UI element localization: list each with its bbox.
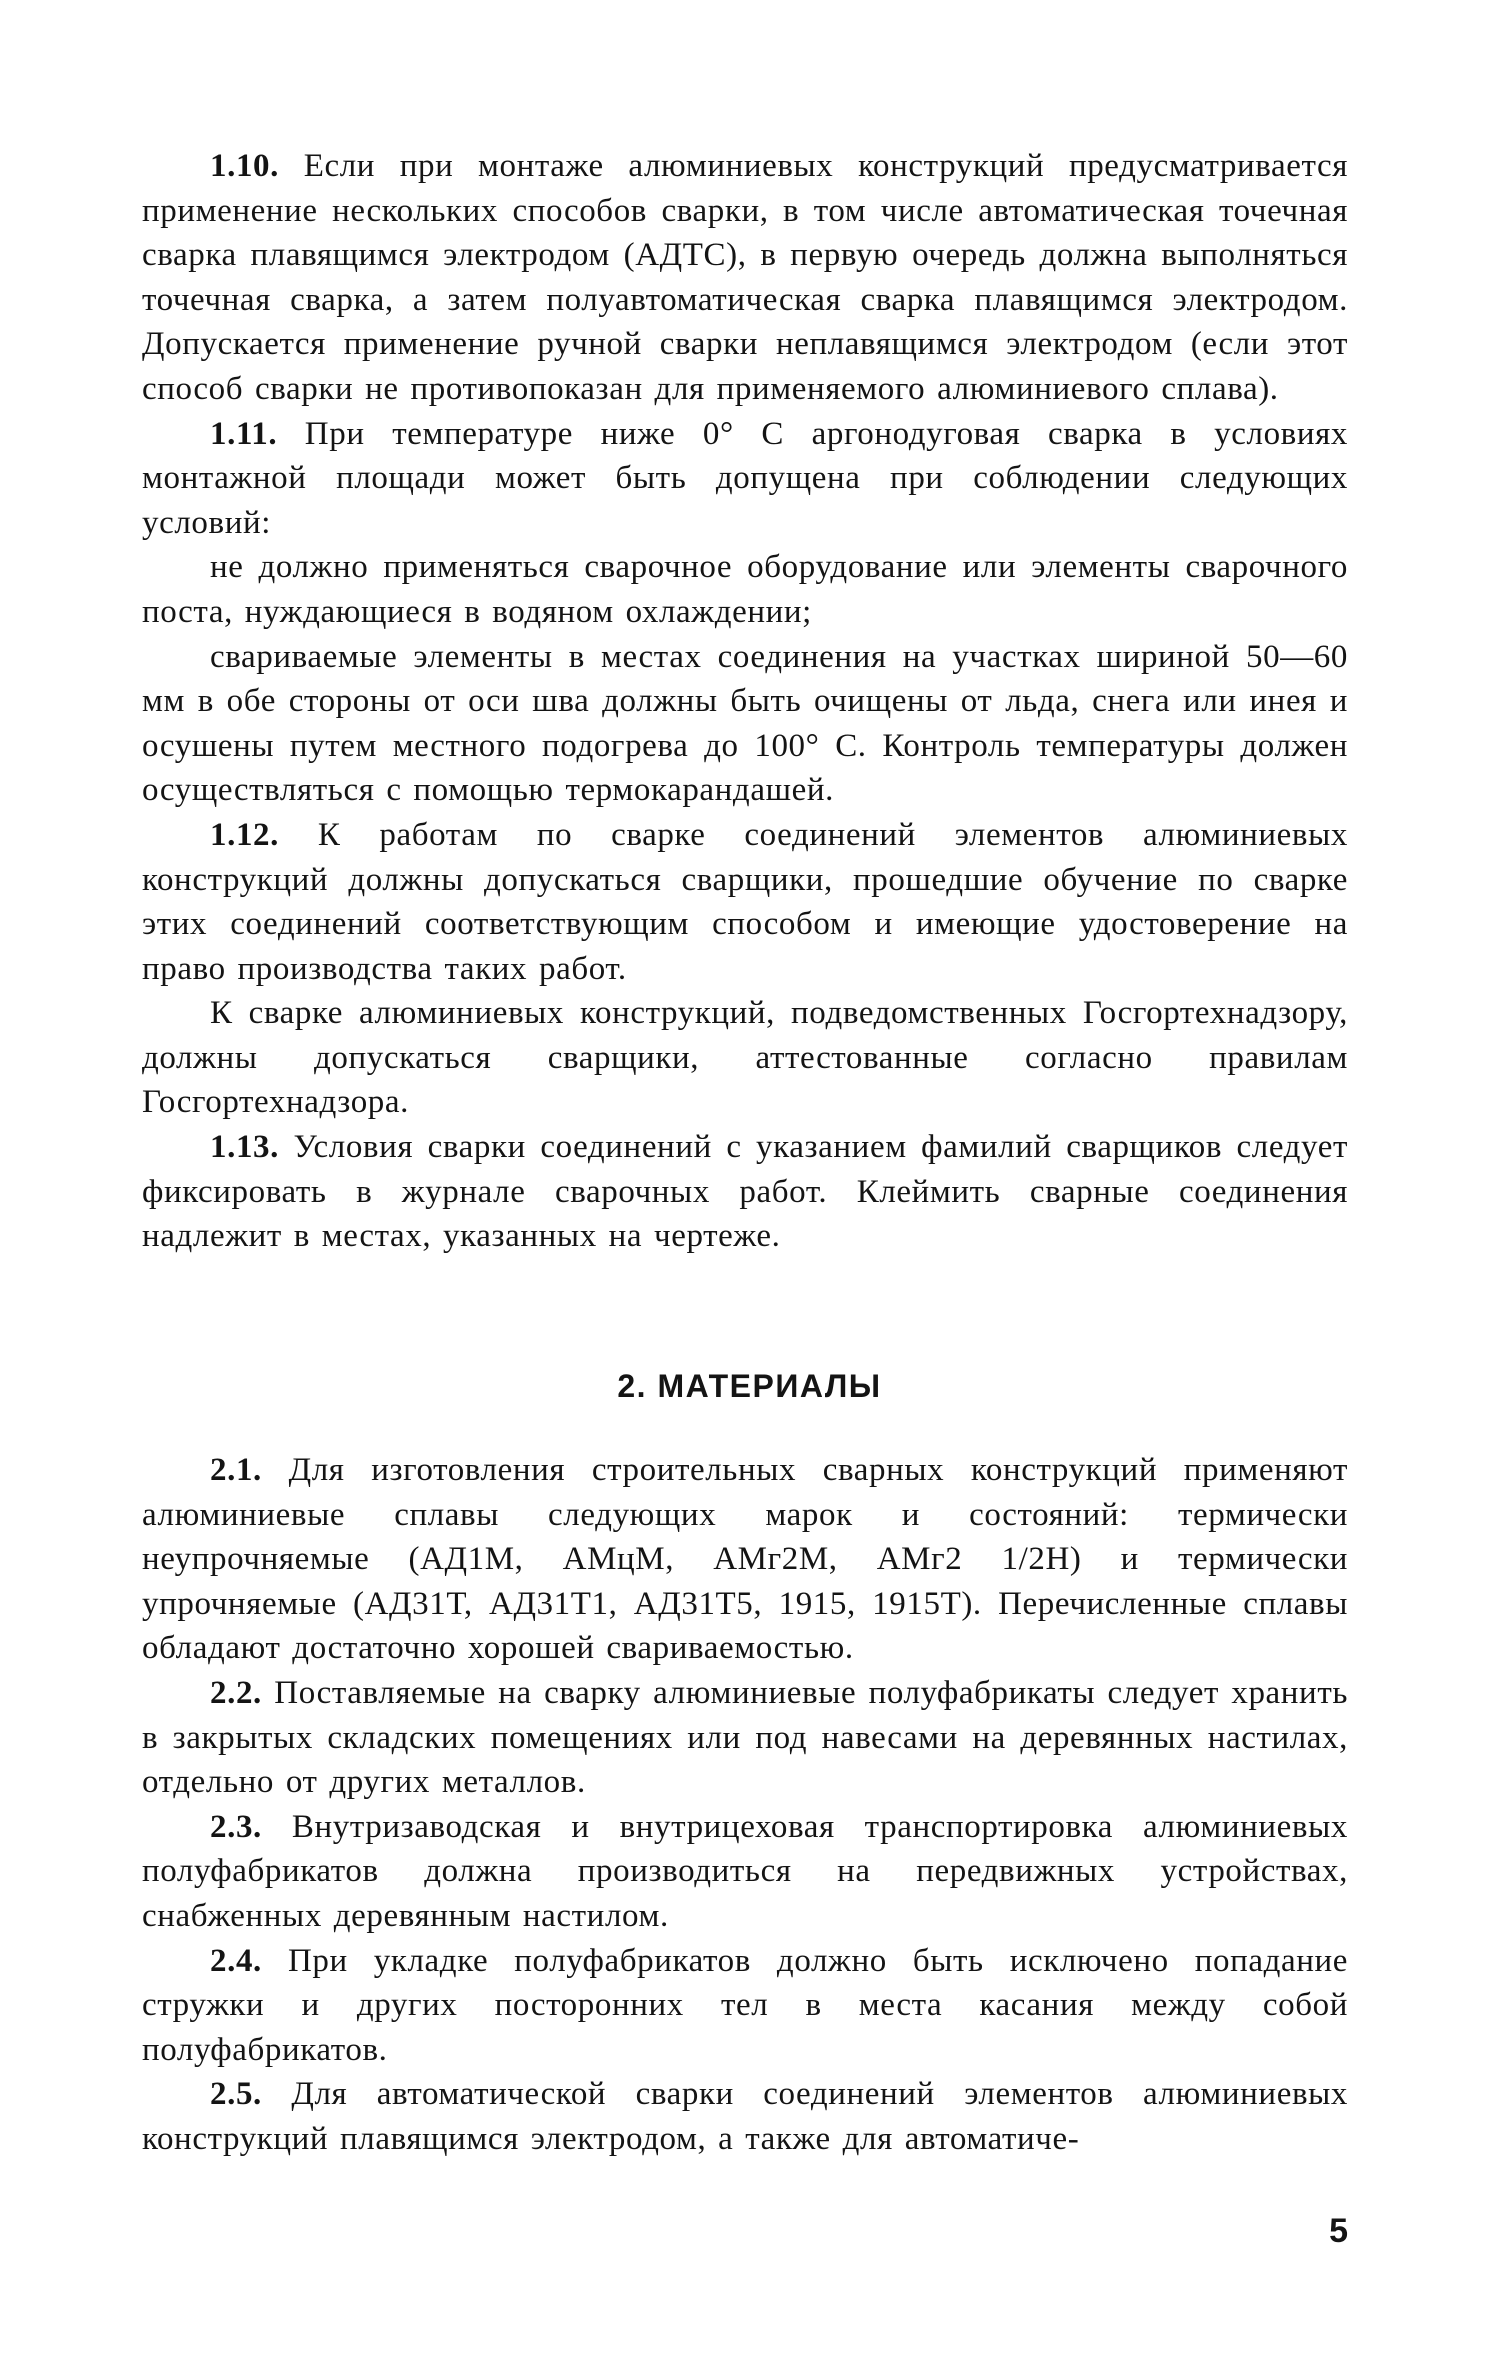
paragraph-2-3: [142, 1805, 1348, 1939]
section-1-text: [142, 144, 1348, 1259]
page-number: 5: [1329, 2212, 1348, 2250]
paragraph-text: Если при монтаже алюминиевых конструкций предусматривается применение нескольких способов сварки, в том числе автоматическая точечная сварка плавящимся электродом (АДТС), в первую очередь должна выполняться точечная сварка, а затем полуавтоматическая сварка плавящимся электродом. Допускается применение ручной сварки неплавящимся электродом (если этот способ сварки не противопоказан для применяемого алюминиевого сплава).: [142, 148, 1348, 407]
paragraph-text: Поставляемые на сварку алюминиевые полуфабрикаты следует хранить в закрытых складских помещениях или под навесами на деревянных настилах, отдельно от других металлов.: [142, 1674, 1348, 1801]
paragraph-text: Условия сварки соединений с указанием фамилий сварщиков следует фиксировать в журнале сварочных работ. Клеймить сварные соединения надлежит в местах, указанных на чертеже.: [142, 1129, 1348, 1255]
paragraph-text: К работам по сварке соединений элементов алюминиевых конструкций должны допускаться сварщики, прошедшие обучение по сварке этих соединений соответствующим способом и имеющие удостоверение на право производства таких работ.: [142, 816, 1348, 987]
paragraph-text: Для автоматической сварки соединений элементов алюминиевых конструкций плавящимся электродом, а также для автоматиче-: [142, 2076, 1348, 2157]
paragraph-1-10: [142, 144, 1348, 412]
paragraph-number: 2.4.: [210, 1942, 262, 1979]
paragraph-1-11-condition-a: не должно применяться сварочное оборудование или элементы сварочного поста, нуждающиеся в водяном охлаждении;: [142, 549, 1348, 630]
paragraph-text: Для изготовления строительных сварных конструкций применяют алюминиевые сплавы следующих марок и состояний: термически неупрочняемые (АД1М, АМцМ, АМг2М, АМг2 1/2Н) и термически упрочняемые (АД31Т, АД31Т1, АД31Т5, 1915, 1915Т). Перечисленные сплавы обладают достаточно хорошей свариваемостью.: [142, 1452, 1348, 1667]
paragraph-1-13: [142, 1125, 1348, 1259]
paragraph-1-11-condition-b: свариваемые элементы в местах соединения на участках шириной 50—60 мм в обе стороны от оси шва должны быть очищены от льда, снега или инея и осушены путем местного подогрева до 100° С. Контроль температуры должен осуществляться с помощью термокарандашей.: [142, 638, 1348, 809]
paragraph-2-5: [142, 2072, 1348, 2161]
paragraph-text: При температуре ниже 0° С аргонодуговая сварка в условиях монтажной площади может быть допущена при соблюдении следующих условий:: [142, 415, 1348, 541]
paragraph-text: При укладке полуфабрикатов должно быть исключено попадание стружки и других посторонних тел в места касания между собой полуфабрикатов.: [142, 1942, 1348, 2068]
paragraph-text: Внутризаводская и внутрицеховая транспортировка алюминиевых полуфабрикатов должна производиться на передвижных устройствах, снабженных деревянным настилом.: [142, 1808, 1348, 1934]
paragraph-number: 1.10.: [210, 148, 279, 184]
paragraph-number: 2.3.: [210, 1808, 262, 1845]
paragraph-number: 1.11.: [210, 415, 278, 452]
paragraph-2-4: [142, 1939, 1348, 2073]
paragraph-number: 1.12.: [210, 816, 279, 853]
paragraph-number: 1.13.: [210, 1129, 279, 1166]
paragraph-1-12: [142, 813, 1348, 991]
paragraph-2-2: [142, 1671, 1348, 1805]
paragraph-number: 2.2.: [210, 1674, 262, 1711]
section-heading-materials: 2. МАТЕРИАЛЫ: [617, 1368, 882, 1404]
section-2-text: [142, 1448, 1348, 2162]
paragraph-1-11: [142, 412, 1348, 546]
paragraph-1-12-continued: К сварке алюминиевых конструкций, подведомственных Госгортехнадзору, должны допускаться сварщики, аттестованные согласно правилам Госгортехнадзора.: [142, 995, 1348, 1121]
paragraph-number: 2.5.: [210, 2076, 262, 2113]
paragraph-2-1: [142, 1448, 1348, 1671]
paragraph-number: 2.1.: [210, 1452, 262, 1488]
